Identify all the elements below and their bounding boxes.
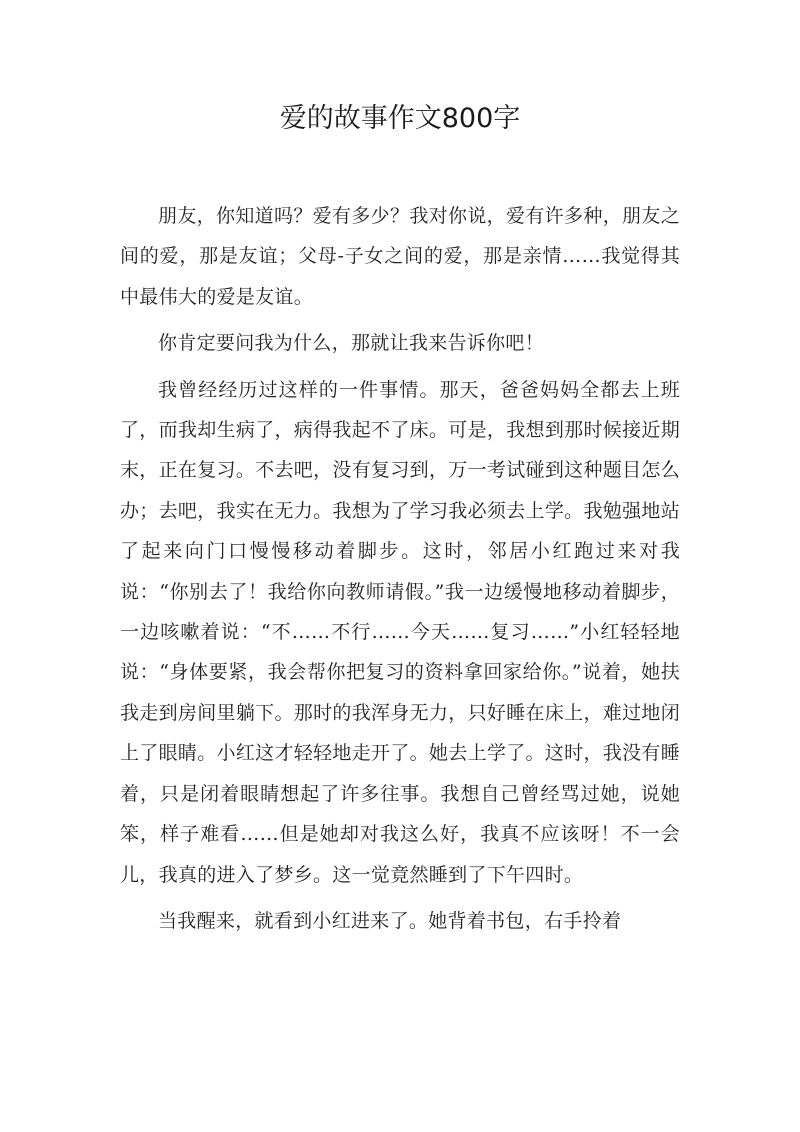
paragraph: 你肯定要问我为什么，那就让我来告诉你吧！ bbox=[158, 332, 545, 355]
paragraph: 我曾经经历过这样的一件事情。那天，爸爸妈妈全都去上班了，而我却生病了，病得我起不了床。可是，我想到那时候接近期末，正在复习。不去吧，没有复习到，万一考试碰到这种题目怎么办；去吧，我实在无力。我想为了学习我必须去上学。我勉强地站了起来向门口慢慢移动着脚步。这时，邻居小红跑过来对我说：“你别去了！我给你向教师请假。”我一边缓慢地移动着脚步，一边咳嗽着说：“不……不行……今天……复习……”小红轻轻地说：“身体要紧，我会帮你把复习的资料拿回家给你。”说着，她扶我走到房间里躺下。那时的我浑身无力，只好睡在床上，难过地闭上了眼睛。小红这才轻轻地走开了。她去上学了。这时，我没有睡着，只是闭着眼睛想起了许多往事。我想自己曾经骂过她，说她笨，样子难看……但是她却对我这么好，我真不应该呀！不一会儿，我真的进入了梦乡。这一觉竟然睡到了下午四时。 bbox=[120, 378, 680, 886]
paragraph: 当我醒来，就看到小红进来了。她背着书包，右手拎着 bbox=[158, 909, 622, 932]
document-title: 爱的故事作文800字 bbox=[279, 103, 521, 134]
paragraph: 朋友，你知道吗？爱有多少？我对你说，爱有许多种，朋友之间的爱，那是友谊；父母-子女之间的爱，那是亲情……我觉得其中最伟大的爱是友谊。 bbox=[120, 205, 680, 308]
document-body bbox=[120, 196, 680, 947]
